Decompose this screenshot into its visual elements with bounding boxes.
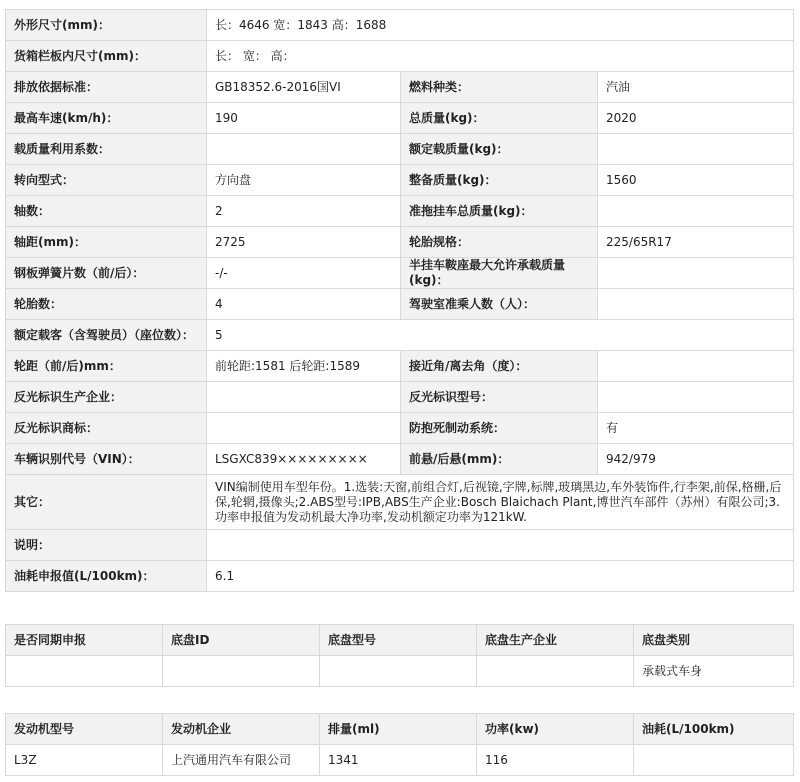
approach-value [598, 351, 794, 382]
chassis-cell [477, 656, 634, 687]
approach-label: 接近角/离去角（度）： [401, 351, 598, 382]
load-util-value [207, 134, 401, 165]
cargo-box-value: 长： 宽： 高： [207, 41, 794, 72]
steering-label: 转向型式： [6, 165, 207, 196]
engine-header-cell: 发动机型号 [6, 714, 163, 745]
engine-cell: 上汽通用汽车有限公司 [163, 745, 320, 776]
spec-row [6, 165, 794, 196]
engine-table [5, 713, 794, 776]
total-mass-value: 2020 [598, 103, 794, 134]
cab-passengers-label: 驾驶室准乘人数（人）： [401, 289, 598, 320]
saddle-load-label: 半挂车鞍座最大允许承载质量(kg)： [401, 258, 598, 289]
abs-value: 有 [598, 413, 794, 444]
spec-row [6, 258, 794, 289]
leaf-spring-label: 钢板弹簧片数（前/后）： [6, 258, 207, 289]
trailer-mass-value [598, 196, 794, 227]
rated-load-value [598, 134, 794, 165]
reflector-maker-value [207, 382, 401, 413]
spec-row [6, 351, 794, 382]
spec-row [6, 475, 794, 530]
reflector-brand-label: 反光标识商标： [6, 413, 207, 444]
wheelbase-label: 轴距(mm)： [6, 227, 207, 258]
chassis-header-cell: 底盘生产企业 [477, 625, 634, 656]
spec-row [6, 134, 794, 165]
fuel-label: 燃料种类： [401, 72, 598, 103]
dimensions-label: 外形尺寸(mm)： [6, 10, 207, 41]
leaf-spring-value: -/- [207, 258, 401, 289]
spec-table [5, 9, 794, 592]
engine-header-row [6, 714, 794, 745]
max-speed-value: 190 [207, 103, 401, 134]
chassis-header-cell: 底盘类别 [634, 625, 794, 656]
engine-header-cell: 油耗(L/100km) [634, 714, 794, 745]
track-value: 前轮距:1581 后轮距:1589 [207, 351, 401, 382]
engine-cell [634, 745, 794, 776]
spec-row [6, 413, 794, 444]
spec-row [6, 41, 794, 72]
engine-header-cell: 排量(ml) [320, 714, 477, 745]
spec-row [6, 10, 794, 41]
engine-header-cell: 发动机企业 [163, 714, 320, 745]
spec-row [6, 103, 794, 134]
spec-row [6, 227, 794, 258]
chassis-cell [6, 656, 163, 687]
chassis-header-cell: 是否同期申报 [6, 625, 163, 656]
overhang-value: 942/979 [598, 444, 794, 475]
chassis-table [5, 624, 794, 687]
chassis-header-cell: 底盘型号 [320, 625, 477, 656]
spec-row [6, 320, 794, 351]
curb-mass-label: 整备质量(kg)： [401, 165, 598, 196]
seats-label: 额定载客（含驾驶员）（座位数）： [6, 320, 207, 351]
notes-label: 说明： [6, 530, 207, 561]
tires-value: 4 [207, 289, 401, 320]
rated-load-label: 额定载质量(kg)： [401, 134, 598, 165]
engine-header-cell: 功率(kw) [477, 714, 634, 745]
dimensions-value: 长：4646 宽：1843 高：1688 [207, 10, 794, 41]
chassis-data-row [6, 656, 794, 687]
spec-row [6, 530, 794, 561]
reflector-model-label: 反光标识型号： [401, 382, 598, 413]
tire-spec-label: 轮胎规格： [401, 227, 598, 258]
axles-value: 2 [207, 196, 401, 227]
load-util-label: 载质量利用系数： [6, 134, 207, 165]
cargo-box-label: 货箱栏板内尺寸(mm)： [6, 41, 207, 72]
reflector-model-value [598, 382, 794, 413]
tires-label: 轮胎数： [6, 289, 207, 320]
chassis-header-row [6, 625, 794, 656]
cab-passengers-value [598, 289, 794, 320]
chassis-header-cell: 底盘ID [163, 625, 320, 656]
vin-value: LSGXC839××××××××× [207, 444, 401, 475]
axles-label: 轴数： [6, 196, 207, 227]
chassis-cell [163, 656, 320, 687]
fuel-value: 汽油 [598, 72, 794, 103]
engine-cell: 116 [477, 745, 634, 776]
vin-label: 车辆识别代号（VIN）： [6, 444, 207, 475]
emission-label: 排放依据标准： [6, 72, 207, 103]
tire-spec-value: 225/65R17 [598, 227, 794, 258]
engine-cell: L3Z [6, 745, 163, 776]
chassis-cell [320, 656, 477, 687]
engine-cell: 1341 [320, 745, 477, 776]
max-speed-label: 最高车速(km/h)： [6, 103, 207, 134]
abs-label: 防抱死制动系统： [401, 413, 598, 444]
spec-row [6, 289, 794, 320]
reflector-brand-value [207, 413, 401, 444]
fuel-consumption-label: 油耗申报值(L/100km)： [6, 561, 207, 592]
saddle-load-value [598, 258, 794, 289]
spec-row [6, 444, 794, 475]
emission-value: GB18352.6-2016国VI [207, 72, 401, 103]
reflector-maker-label: 反光标识生产企业： [6, 382, 207, 413]
spec-row [6, 196, 794, 227]
wheelbase-value: 2725 [207, 227, 401, 258]
notes-value [207, 530, 794, 561]
steering-value: 方向盘 [207, 165, 401, 196]
total-mass-label: 总质量(kg)： [401, 103, 598, 134]
spec-row [6, 382, 794, 413]
track-label: 轮距（前/后)mm： [6, 351, 207, 382]
seats-value: 5 [207, 320, 794, 351]
spec-row [6, 561, 794, 592]
other-label: 其它： [6, 475, 207, 530]
other-value: VIN编制使用车型年份。1.选装:天窗,前组合灯,后视镜,字牌,标牌,玻璃黑边,车外装饰件,行李架,前保,格栅,后保,轮辋,摄像头;2.ABS型号:IPB,ABS生产企业:Bosch Blaichach Plant,博世汽车部件（苏州）有限公司;3.功率申报值为发动机最大净功率,发动机额定功率为121kW. [207, 475, 794, 530]
overhang-label: 前悬/后悬(mm)： [401, 444, 598, 475]
curb-mass-value: 1560 [598, 165, 794, 196]
fuel-consumption-value: 6.1 [207, 561, 794, 592]
chassis-cell: 承载式车身 [634, 656, 794, 687]
engine-data-row [6, 745, 794, 776]
trailer-mass-label: 准拖挂车总质量(kg)： [401, 196, 598, 227]
spec-row [6, 72, 794, 103]
